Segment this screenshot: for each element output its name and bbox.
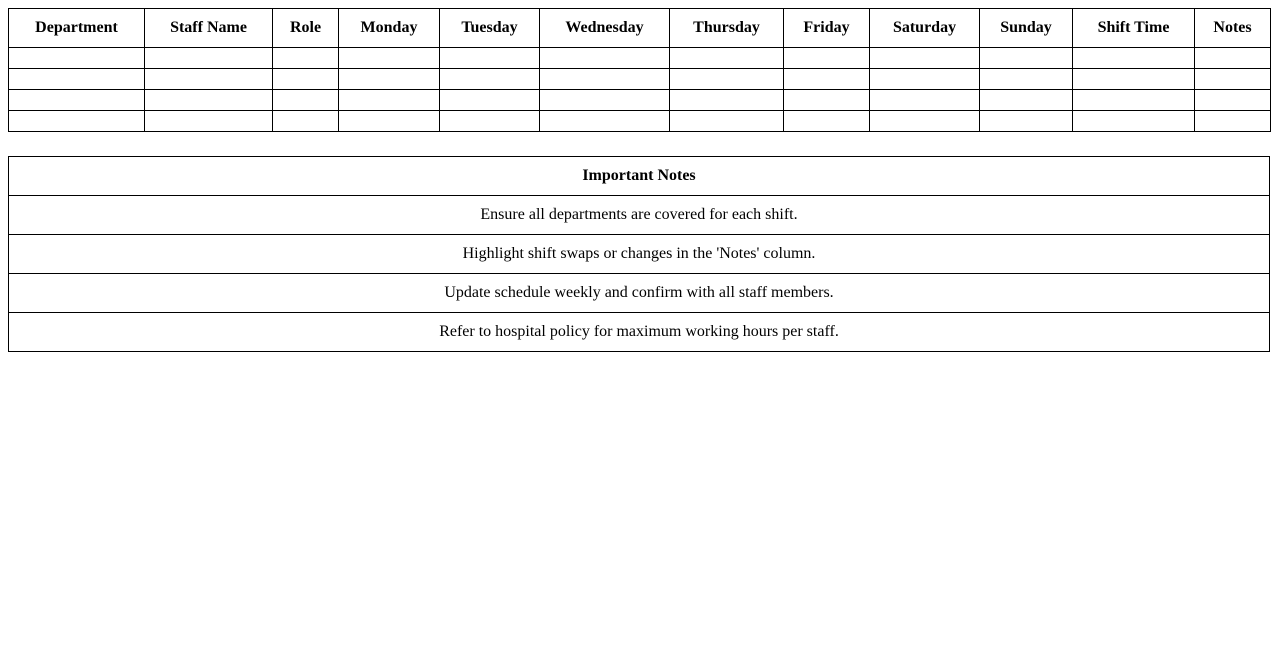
table-row [9,111,1271,132]
table-cell[interactable] [440,69,540,90]
table-cell[interactable] [145,69,273,90]
column-header-staff-name: Staff Name [145,9,273,48]
table-cell[interactable] [540,90,670,111]
table-cell[interactable] [784,111,870,132]
table-cell[interactable] [980,48,1073,69]
table-cell[interactable] [1195,111,1271,132]
table-cell[interactable] [670,48,784,69]
table-cell[interactable] [440,48,540,69]
table-cell[interactable] [9,48,145,69]
table-cell[interactable] [9,90,145,111]
table-cell[interactable] [870,90,980,111]
table-cell[interactable] [870,111,980,132]
table-cell[interactable] [145,48,273,69]
table-row [9,48,1271,69]
column-header-monday: Monday [339,9,440,48]
table-cell[interactable] [273,90,339,111]
table-cell[interactable] [540,69,670,90]
notes-title: Important Notes [9,157,1270,196]
table-cell[interactable] [1195,69,1271,90]
table-cell[interactable] [540,111,670,132]
table-cell[interactable] [1073,111,1195,132]
column-header-sunday: Sunday [980,9,1073,48]
note-item: Refer to hospital policy for maximum working hours per staff. [9,313,1270,352]
table-cell[interactable] [784,90,870,111]
table-cell[interactable] [9,69,145,90]
table-row [9,69,1271,90]
note-item: Update schedule weekly and confirm with all staff members. [9,274,1270,313]
table-cell[interactable] [870,48,980,69]
table-cell[interactable] [145,90,273,111]
table-cell[interactable] [1195,48,1271,69]
table-cell[interactable] [273,69,339,90]
column-header-notes: Notes [1195,9,1271,48]
table-cell[interactable] [670,69,784,90]
table-cell[interactable] [784,48,870,69]
table-cell[interactable] [670,111,784,132]
table-cell[interactable] [440,111,540,132]
column-header-department: Department [9,9,145,48]
table-cell[interactable] [339,111,440,132]
table-cell[interactable] [273,48,339,69]
table-cell[interactable] [670,90,784,111]
column-header-tuesday: Tuesday [440,9,540,48]
column-header-shift-time: Shift Time [1073,9,1195,48]
table-cell[interactable] [1195,90,1271,111]
table-cell[interactable] [784,69,870,90]
table-cell[interactable] [980,90,1073,111]
table-row [9,90,1271,111]
header-row [9,9,1271,48]
table-cell[interactable] [870,69,980,90]
column-header-friday: Friday [784,9,870,48]
column-header-saturday: Saturday [870,9,980,48]
table-cell[interactable] [1073,90,1195,111]
table-cell[interactable] [145,111,273,132]
table-cell[interactable] [440,90,540,111]
column-header-thursday: Thursday [670,9,784,48]
table-cell[interactable] [1073,69,1195,90]
table-cell[interactable] [339,69,440,90]
table-cell[interactable] [273,111,339,132]
column-header-wednesday: Wednesday [540,9,670,48]
staff-schedule-table [8,8,1271,132]
column-header-role: Role [273,9,339,48]
table-cell[interactable] [1073,48,1195,69]
table-cell[interactable] [980,69,1073,90]
table-cell[interactable] [9,111,145,132]
table-cell[interactable] [339,90,440,111]
note-item: Ensure all departments are covered for each shift. [9,196,1270,235]
table-cell[interactable] [339,48,440,69]
important-notes-table [8,156,1270,352]
table-cell[interactable] [540,48,670,69]
note-item: Highlight shift swaps or changes in the 'Notes' column. [9,235,1270,274]
table-cell[interactable] [980,111,1073,132]
